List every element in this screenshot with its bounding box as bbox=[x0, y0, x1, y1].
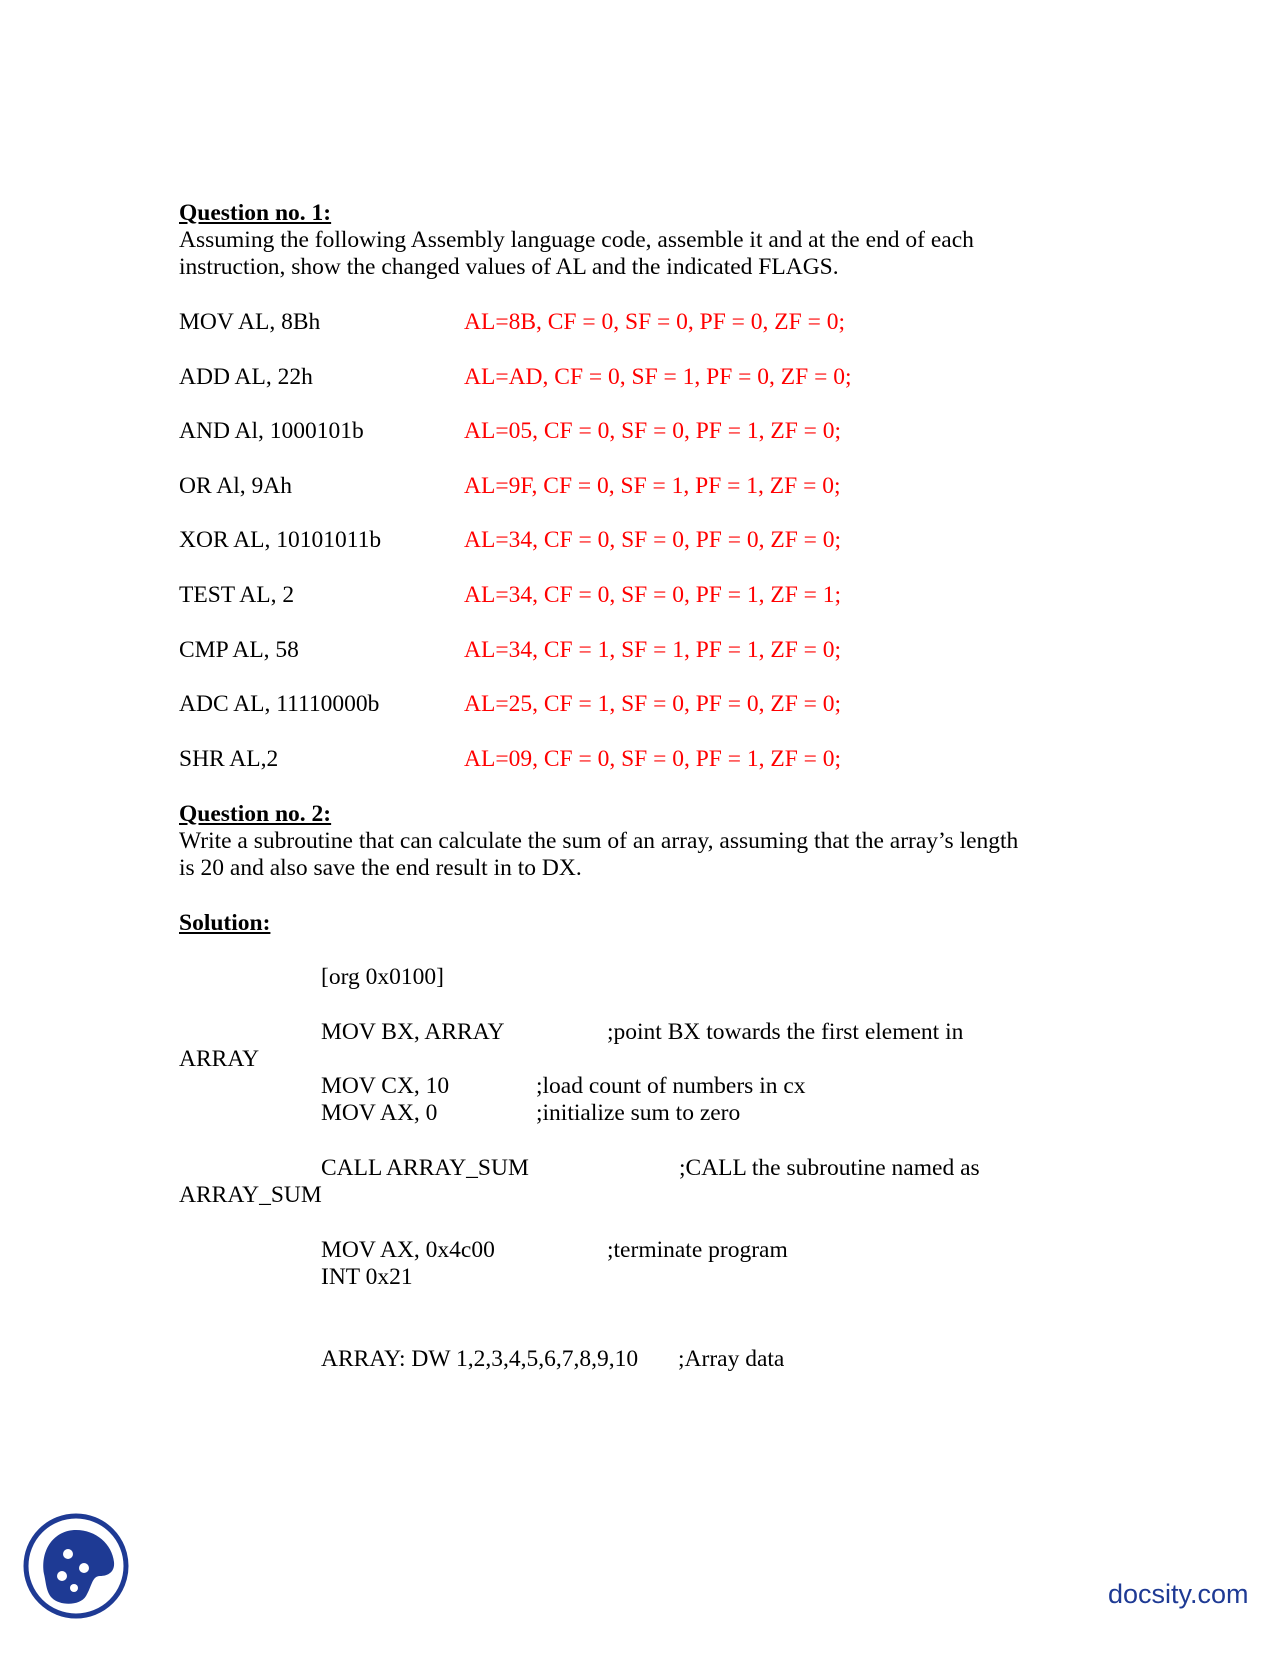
code-comment-wrap: ARRAY bbox=[179, 1046, 260, 1072]
q1-instruction: ADD AL, 22h bbox=[179, 364, 313, 390]
q1-instruction: ADC AL, 11110000b bbox=[179, 691, 380, 717]
code-org: [org 0x0100] bbox=[321, 964, 444, 990]
q1-result: AL=34, CF = 0, SF = 0, PF = 1, ZF = 1; bbox=[464, 582, 842, 608]
q1-prompt-line-2: instruction, show the changed values of AL and the indicated FLAGS. bbox=[179, 254, 839, 280]
q1-instruction: AND Al, 1000101b bbox=[179, 418, 364, 444]
q1-instruction: XOR AL, 10101011b bbox=[179, 527, 382, 553]
code-comment-mov-ax: ;initialize sum to zero bbox=[536, 1100, 741, 1126]
code-comment-array: ;Array data bbox=[678, 1346, 785, 1372]
q2-heading: Question no. 2: bbox=[179, 801, 332, 827]
q1-result: AL=25, CF = 1, SF = 0, PF = 0, ZF = 0; bbox=[464, 691, 842, 717]
docsity-logo-icon bbox=[20, 1510, 132, 1622]
code-mov-ax: MOV AX, 0 bbox=[321, 1100, 438, 1126]
code-int: INT 0x21 bbox=[321, 1264, 413, 1290]
code-comment-terminate: ;terminate program bbox=[607, 1237, 788, 1263]
q1-result: AL=05, CF = 0, SF = 0, PF = 1, ZF = 0; bbox=[464, 418, 842, 444]
code-mov-cx: MOV CX, 10 bbox=[321, 1073, 450, 1099]
q1-result: AL=8B, CF = 0, SF = 0, PF = 0, ZF = 0; bbox=[464, 309, 845, 335]
q1-instruction: TEST AL, 2 bbox=[179, 582, 295, 608]
q1-instruction: OR Al, 9Ah bbox=[179, 473, 292, 499]
q1-result: AL=09, CF = 0, SF = 0, PF = 1, ZF = 0; bbox=[464, 746, 842, 772]
q1-instruction: SHR AL,2 bbox=[179, 746, 279, 772]
code-comment-mov-bx: ;point BX towards the first element in bbox=[607, 1019, 964, 1045]
q1-result: AL=34, CF = 1, SF = 1, PF = 1, ZF = 0; bbox=[464, 637, 842, 663]
q1-result: AL=AD, CF = 0, SF = 1, PF = 0, ZF = 0; bbox=[464, 364, 852, 390]
q1-result: AL=34, CF = 0, SF = 0, PF = 0, ZF = 0; bbox=[464, 527, 842, 553]
q1-instruction: MOV AL, 8Bh bbox=[179, 309, 321, 335]
solution-heading: Solution: bbox=[179, 910, 271, 936]
code-comment-mov-cx: ;load count of numbers in cx bbox=[536, 1073, 806, 1099]
code-comment-call: ;CALL the subroutine named as bbox=[679, 1155, 980, 1181]
q1-heading: Question no. 1: bbox=[179, 200, 332, 226]
q2-prompt-line-1: Write a subroutine that can calculate the sum of an array, assuming that the array’s length bbox=[179, 828, 1019, 854]
code-call: CALL ARRAY_SUM bbox=[321, 1155, 529, 1181]
q1-prompt-line-1: Assuming the following Assembly language code, assemble it and at the end of each bbox=[179, 227, 974, 253]
q1-instruction: CMP AL, 58 bbox=[179, 637, 299, 663]
code-mov-bx: MOV BX, ARRAY bbox=[321, 1019, 505, 1045]
docsity-brand-text[interactable]: docsity.com bbox=[1108, 1579, 1249, 1609]
q1-result: AL=9F, CF = 0, SF = 1, PF = 1, ZF = 0; bbox=[464, 473, 841, 499]
code-comment-wrap: ARRAY_SUM bbox=[179, 1182, 322, 1208]
code-array: ARRAY: DW 1,2,3,4,5,6,7,8,9,10 bbox=[321, 1346, 639, 1372]
code-mov-ax-term: MOV AX, 0x4c00 bbox=[321, 1237, 495, 1263]
q2-prompt-line-2: is 20 and also save the end result in to DX. bbox=[179, 855, 582, 881]
